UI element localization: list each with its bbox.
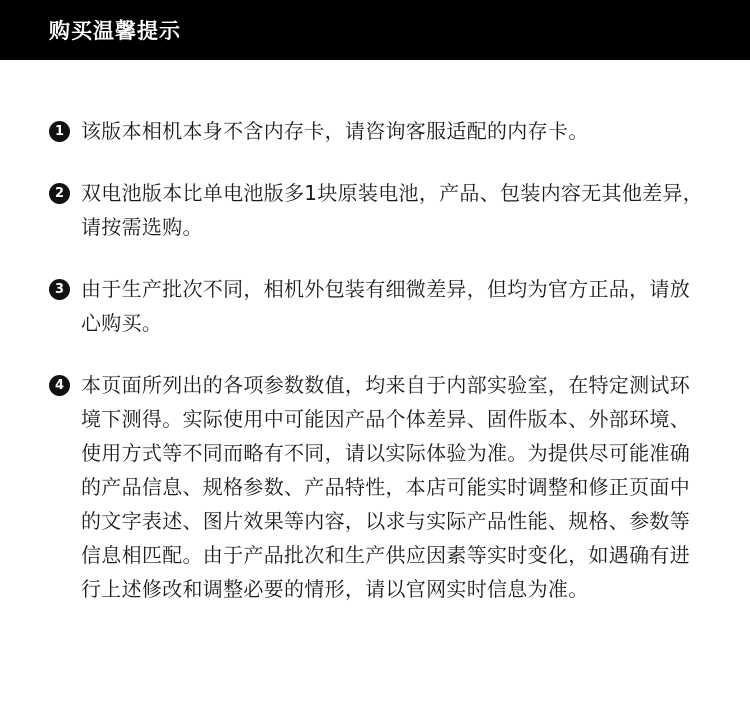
number-badge-icon: 2 <box>49 183 70 204</box>
note-item <box>49 272 709 340</box>
note-text: 本页面所列出的各项参数数值，均来自于内部实验室，在特定测试环境下测得。实际使用中可能因产品个体差异、固件版本、外部环境、使用方式等不同而略有不同，请以实际体验为准。为提供尽可能准确的产品信息、规格参数、产品特性，本店可能实时调整和修正页面中的文字表述、图片效果等内容，以求与实际产品性能、规格、参数等信息相匹配。由于产品批次和生产供应因素等实时变化，如遇确有进行上述修改和调整必要的情形，请以官网实时信息为准。 <box>81 373 690 601</box>
number-badge-icon: 4 <box>49 375 70 396</box>
number-badge-icon: 1 <box>49 121 70 142</box>
number-badge-icon: 3 <box>49 279 70 300</box>
note-text: 该版本相机本身不含内存卡，请咨询客服适配的内存卡。 <box>81 119 589 143</box>
note-text: 双电池版本比单电池版多1块原装电池，产品、包装内容无其他差异，请按需选购。 <box>81 181 704 239</box>
note-text: 由于生产批次不同，相机外包装有细微差异，但均为官方正品，请放心购买。 <box>81 277 690 335</box>
note-item <box>49 368 709 606</box>
header-bar <box>0 0 750 60</box>
note-item <box>49 114 709 148</box>
notes-list <box>0 60 750 606</box>
note-item <box>49 176 709 244</box>
page-title: 购买温馨提示 <box>49 19 181 43</box>
